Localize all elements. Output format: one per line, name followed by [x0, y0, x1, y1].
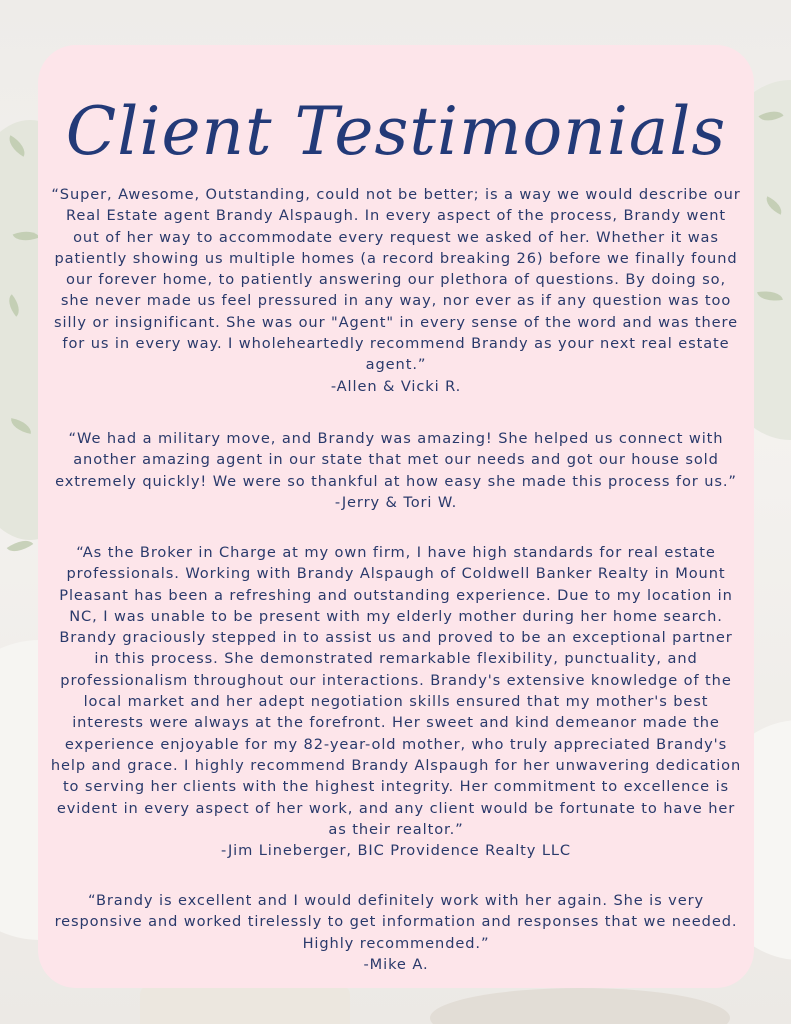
testimonial-quote: “We had a military move, and Brandy was amazing! She helped us connect with another amazing agent in our state that met our needs and got our house sold extremely quickly! We were so thankful at how easy she made this process for us.”: [55, 430, 737, 490]
testimonials-card: [38, 45, 754, 988]
testimonial: [50, 890, 742, 975]
page-title: Client Testimonials: [65, 93, 727, 170]
bowl-blur: [430, 988, 730, 1024]
testimonial-author: -Allen & Vicki R.: [330, 377, 462, 395]
testimonial-quote: “Brandy is excellent and I would definitely work with her again. She is very responsive and worked tirelessly to get information and responses that we needed. Highly recommended.”: [54, 892, 738, 952]
testimonial: [50, 184, 742, 397]
testimonial-quote: “As the Broker in Charge at my own firm, I have high standards for real estate professionals. Working with Brandy Alspaugh of Coldwell Banker Realty in Mount Pleasant has been a refreshing and outstanding experience. Due to my location in NC, I was unable to be present with my elderly mother during her home search. Brandy graciously stepped in to assist us and proved to be an exceptional partner in this process. She demonstrated remarkable flexibility, punctuality, and professionalism throughout our interactions. Brandy's extensive knowledge of the local market and her adept negotiation skills ensured that my mother's best interests were always at the forefront. Her sweet and kind demeanor made the experience enjoyable for my 82-year-old mother, who truly appreciated Brandy's help and grace. I highly recommend Brandy Alspaugh for her unwavering dedication to serving her clients with the highest integrity. Her commitment to excellence is evident in every aspect of her work, and any client would be fortunate to have her as their realtor.”: [50, 544, 742, 838]
testimonial-author: -Jerry & Tori W.: [334, 493, 458, 511]
testimonial: [50, 542, 742, 861]
testimonial-author: -Mike A.: [363, 955, 429, 973]
testimonial: [50, 428, 742, 513]
testimonial-quote: “Super, Awesome, Outstanding, could not be better; is a way we would describe our Real Estate agent Brandy Alspaugh. In every aspect of the process, Brandy went out of her way to accommodate every request we asked of her. Whether it was patiently showing us multiple homes (a record breaking 26) before we finally found our forever home, to patiently answering our plethora of questions. By doing so, she never made us feel pressured in any way, nor ever as if any question was too silly or insignificant. She was our "Agent" in every sense of the word and was there for us in every way. I wholeheartedly recommend Brandy as your next real estate agent.”: [51, 186, 741, 374]
testimonial-author: -Jim Lineberger, BIC Providence Realty LLC: [220, 842, 572, 860]
basket-blur: [140, 985, 350, 1024]
